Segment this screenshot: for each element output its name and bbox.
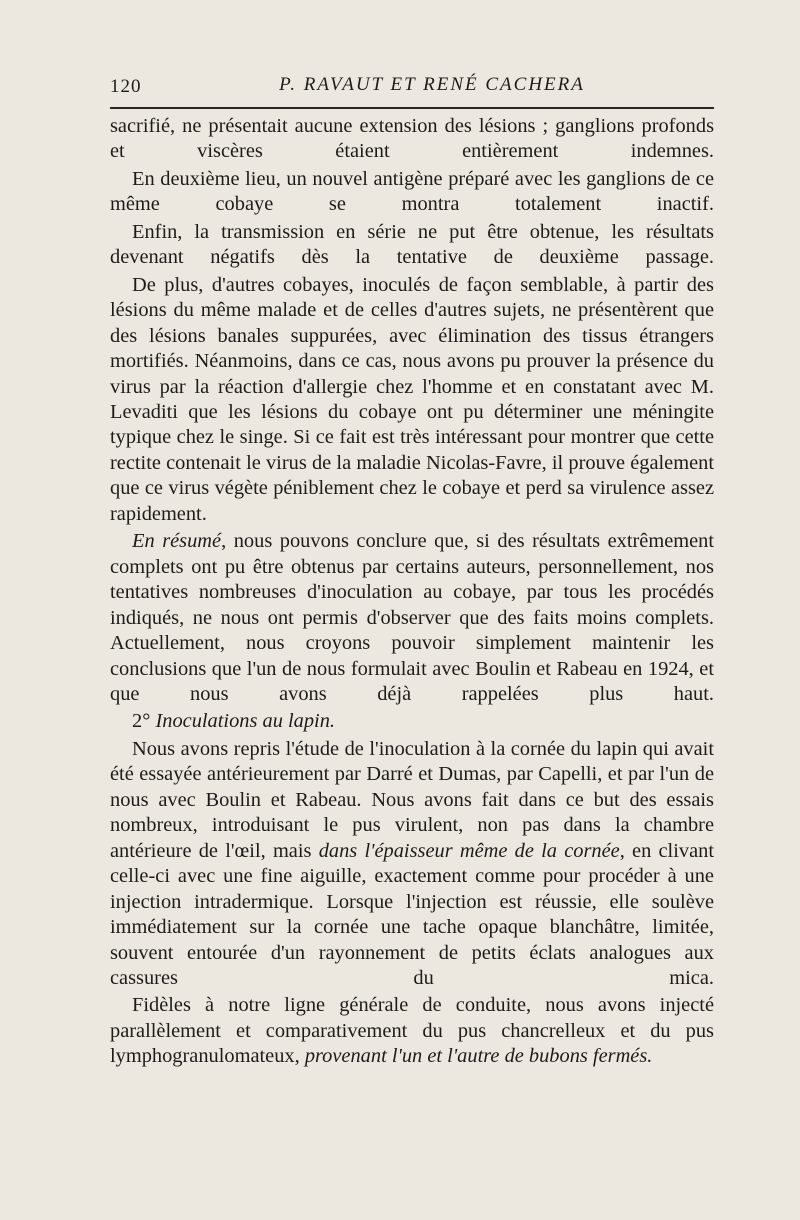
paragraph-text: En deuxième lieu, un nouvel antigène préparé avec les ganglions de ce même cobaye se montra totalement inactif. [110, 167, 714, 216]
running-title: P. RAVAUT ET RENÉ CACHERA [279, 74, 585, 95]
paragraph [110, 220, 714, 271]
paragraph-text: Fidèles à notre ligne générale de conduite, nous avons injecté parallèlement et comparativement du pus chancrelleux et du pus lymphogranulomateux, [110, 994, 714, 1068]
paragraph [110, 737, 714, 992]
paragraph [110, 993, 714, 1069]
section-heading [110, 709, 714, 734]
paragraph-text: Nous avons repris l'étude de l'inoculation à la cornée du lapin qui avait été essayée antérieurement par Darré et Dumas, par Capelli, et par l'un de nous avec Boulin et Rabeau. Nous avons fait dans ce but des essais nombreux, introduisant le pus virulent, non pas dans la chambre antérieure de l'œil, mais [110, 737, 714, 862]
paragraph-text: , en clivant celle-ci avec une fine aiguille, exactement comme pour procéder à une injection intradermique. Lorsque l'injection est réussie, elle soulève immédiatement sur la cornée une tache opaque blanchâtre, limitée, souvent entourée d'un rayonnement de petits éclats analogues aux cassures du mica. [110, 839, 714, 989]
section-title: Inoculations au lapin. [155, 710, 336, 733]
italic-phrase: dans l'épaisseur même de la cornée [318, 839, 620, 862]
paragraph-text: Enfin, la transmission en série ne put être obtenue, les résultats devenant négatifs dès la tentative de deuxième passage. [110, 220, 714, 269]
section-number: 2° [132, 710, 151, 733]
paragraph-text: sacrifié, ne présentait aucune extension des lésions ; ganglions profonds et viscères étaient entièrement indemnes. [110, 115, 714, 163]
paragraph-text: De plus, d'autres cobayes, inoculés de façon semblable, à partir des lésions du même malade et de celles d'autres sujets, ne présentèrent que des lésions banales suppurées, avec élimination des tissus étrangers mortifiés. Néanmoins, dans ce cas, nous avons pu prouver la présence du virus par la réaction d'allergie chez l'homme et en constatant avec M. Levaditi que les lésions du cobaye ont pu déterminer une méningite typique chez le singe. Si ce fait est très intéressant pour montrer que cette rectite contenait le virus de la maladie Nicolas-Favre, il prouve également que ce virus végète péniblement chez le cobaye et perd sa virulence assez rapidement. [110, 273, 714, 525]
paragraph [110, 529, 714, 707]
body-text [110, 114, 714, 1072]
paragraph [110, 114, 714, 165]
paragraph-text: , nous pouvons conclure que, si des résultats extrêmement complets ont pu être obtenus par certains auteurs, personnellement, nos tentatives nombreuses d'inoculation au cobaye, par tous les procédés indiqués, ne nous ont permis d'observer que des faits moins complets. Actuellement, nous croyons pouvoir simplement maintenir les conclusions que l'un de nous formulait avec Boulin et Rabeau en 1924, et que nous avons déjà rappelées plus haut. [110, 530, 715, 705]
page-number: 120 [110, 76, 142, 97]
page-header [110, 74, 714, 102]
header-rule [110, 107, 714, 109]
italic-phrase: provenant l'un et l'autre de bubons fermés. [304, 1045, 653, 1068]
paragraph [110, 273, 714, 528]
paragraph [110, 167, 714, 218]
italic-lead: En résumé [132, 530, 222, 553]
